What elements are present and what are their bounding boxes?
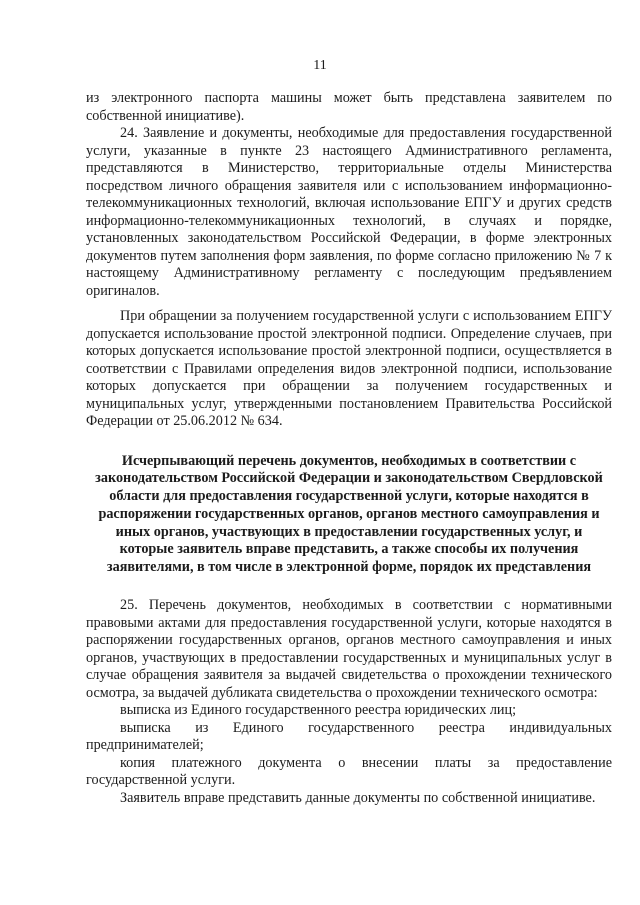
paragraph-25: 25. Перечень документов, необходимых в соответствии с нормативными правовыми актами для предоставления государственной услуги, которые находятся в распоряжении государственных органов, органов местного самоуправления и иных органов, участвующих в предоставлении государственных и муниципальных услуг в случае обращения заявителя за выдачей свидетельства о прохождении технического осмотра, за выдачей дубликата свидетельства о прохождении технического осмотра: (86, 597, 612, 701)
paragraph-applicant-right: Заявитель вправе представить данные документы по собственной инициативе. (120, 789, 596, 806)
document-body (86, 90, 612, 807)
paragraph-electronic-signature: При обращении за получением государственной услуги с использованием ЕПГУ допускается использование простой электронной подписи. Определение случаев, при которых допускается использование простой электронной подписи, осуществляется в соответствии с Правилами определения видов электронной подписи, использование которых допускается при обращении за получением государственных и муниципальных услуг, утвержденными постановлением Правительства Российской Федерации от 25.06.2012 № 634. (86, 308, 612, 429)
list-item-payment-document: копия платежного документа о внесении платы за предоставление государственной услуги. (86, 754, 612, 789)
page-number: 11 (313, 58, 327, 73)
list-item-entrepreneurs: выписка из Единого государственного реестра индивидуальных предпринимателей; (86, 719, 612, 754)
section-heading: Исчерпывающий перечень документов, необходимых в соответствии с законодательством Российской Федерации и законодательством Свердловской области для предоставления государственной услуги, которые находятся в распоряжении государственных органов, органов местного самоуправления и иных органов, участвующих в предоставлении государственных услуг, и которые заявитель вправе представить, а также способы их получения заявителями, в том числе в электронной форме, порядок их представления (95, 452, 603, 576)
paragraph-continuation: из электронного паспорта машины может быть представлена заявителем по собственной инициативе). (86, 90, 612, 124)
paragraph-24: 24. Заявление и документы, необходимые для предоставления государственной услуги, указанные в пункте 23 настоящего Административного регламента, представляются в Министерство, территориальные отделы Министерства посредством личного обращения заявителя или с использованием информационно-телекоммуникационных технологий, включая использование ЕПГУ и других средств информационно-телекоммуникационных технологий, в случаях и порядке, установленных законодательством Российской Федерации, в форме электронных документов путем заполнения форм заявления, по форме согласно приложению № 7 к настоящему Административному регламенту с последующим предъявлением оригиналов. (86, 125, 612, 299)
list-item-legal-entities: выписка из Единого государственного реестра юридических лиц; (120, 702, 517, 719)
